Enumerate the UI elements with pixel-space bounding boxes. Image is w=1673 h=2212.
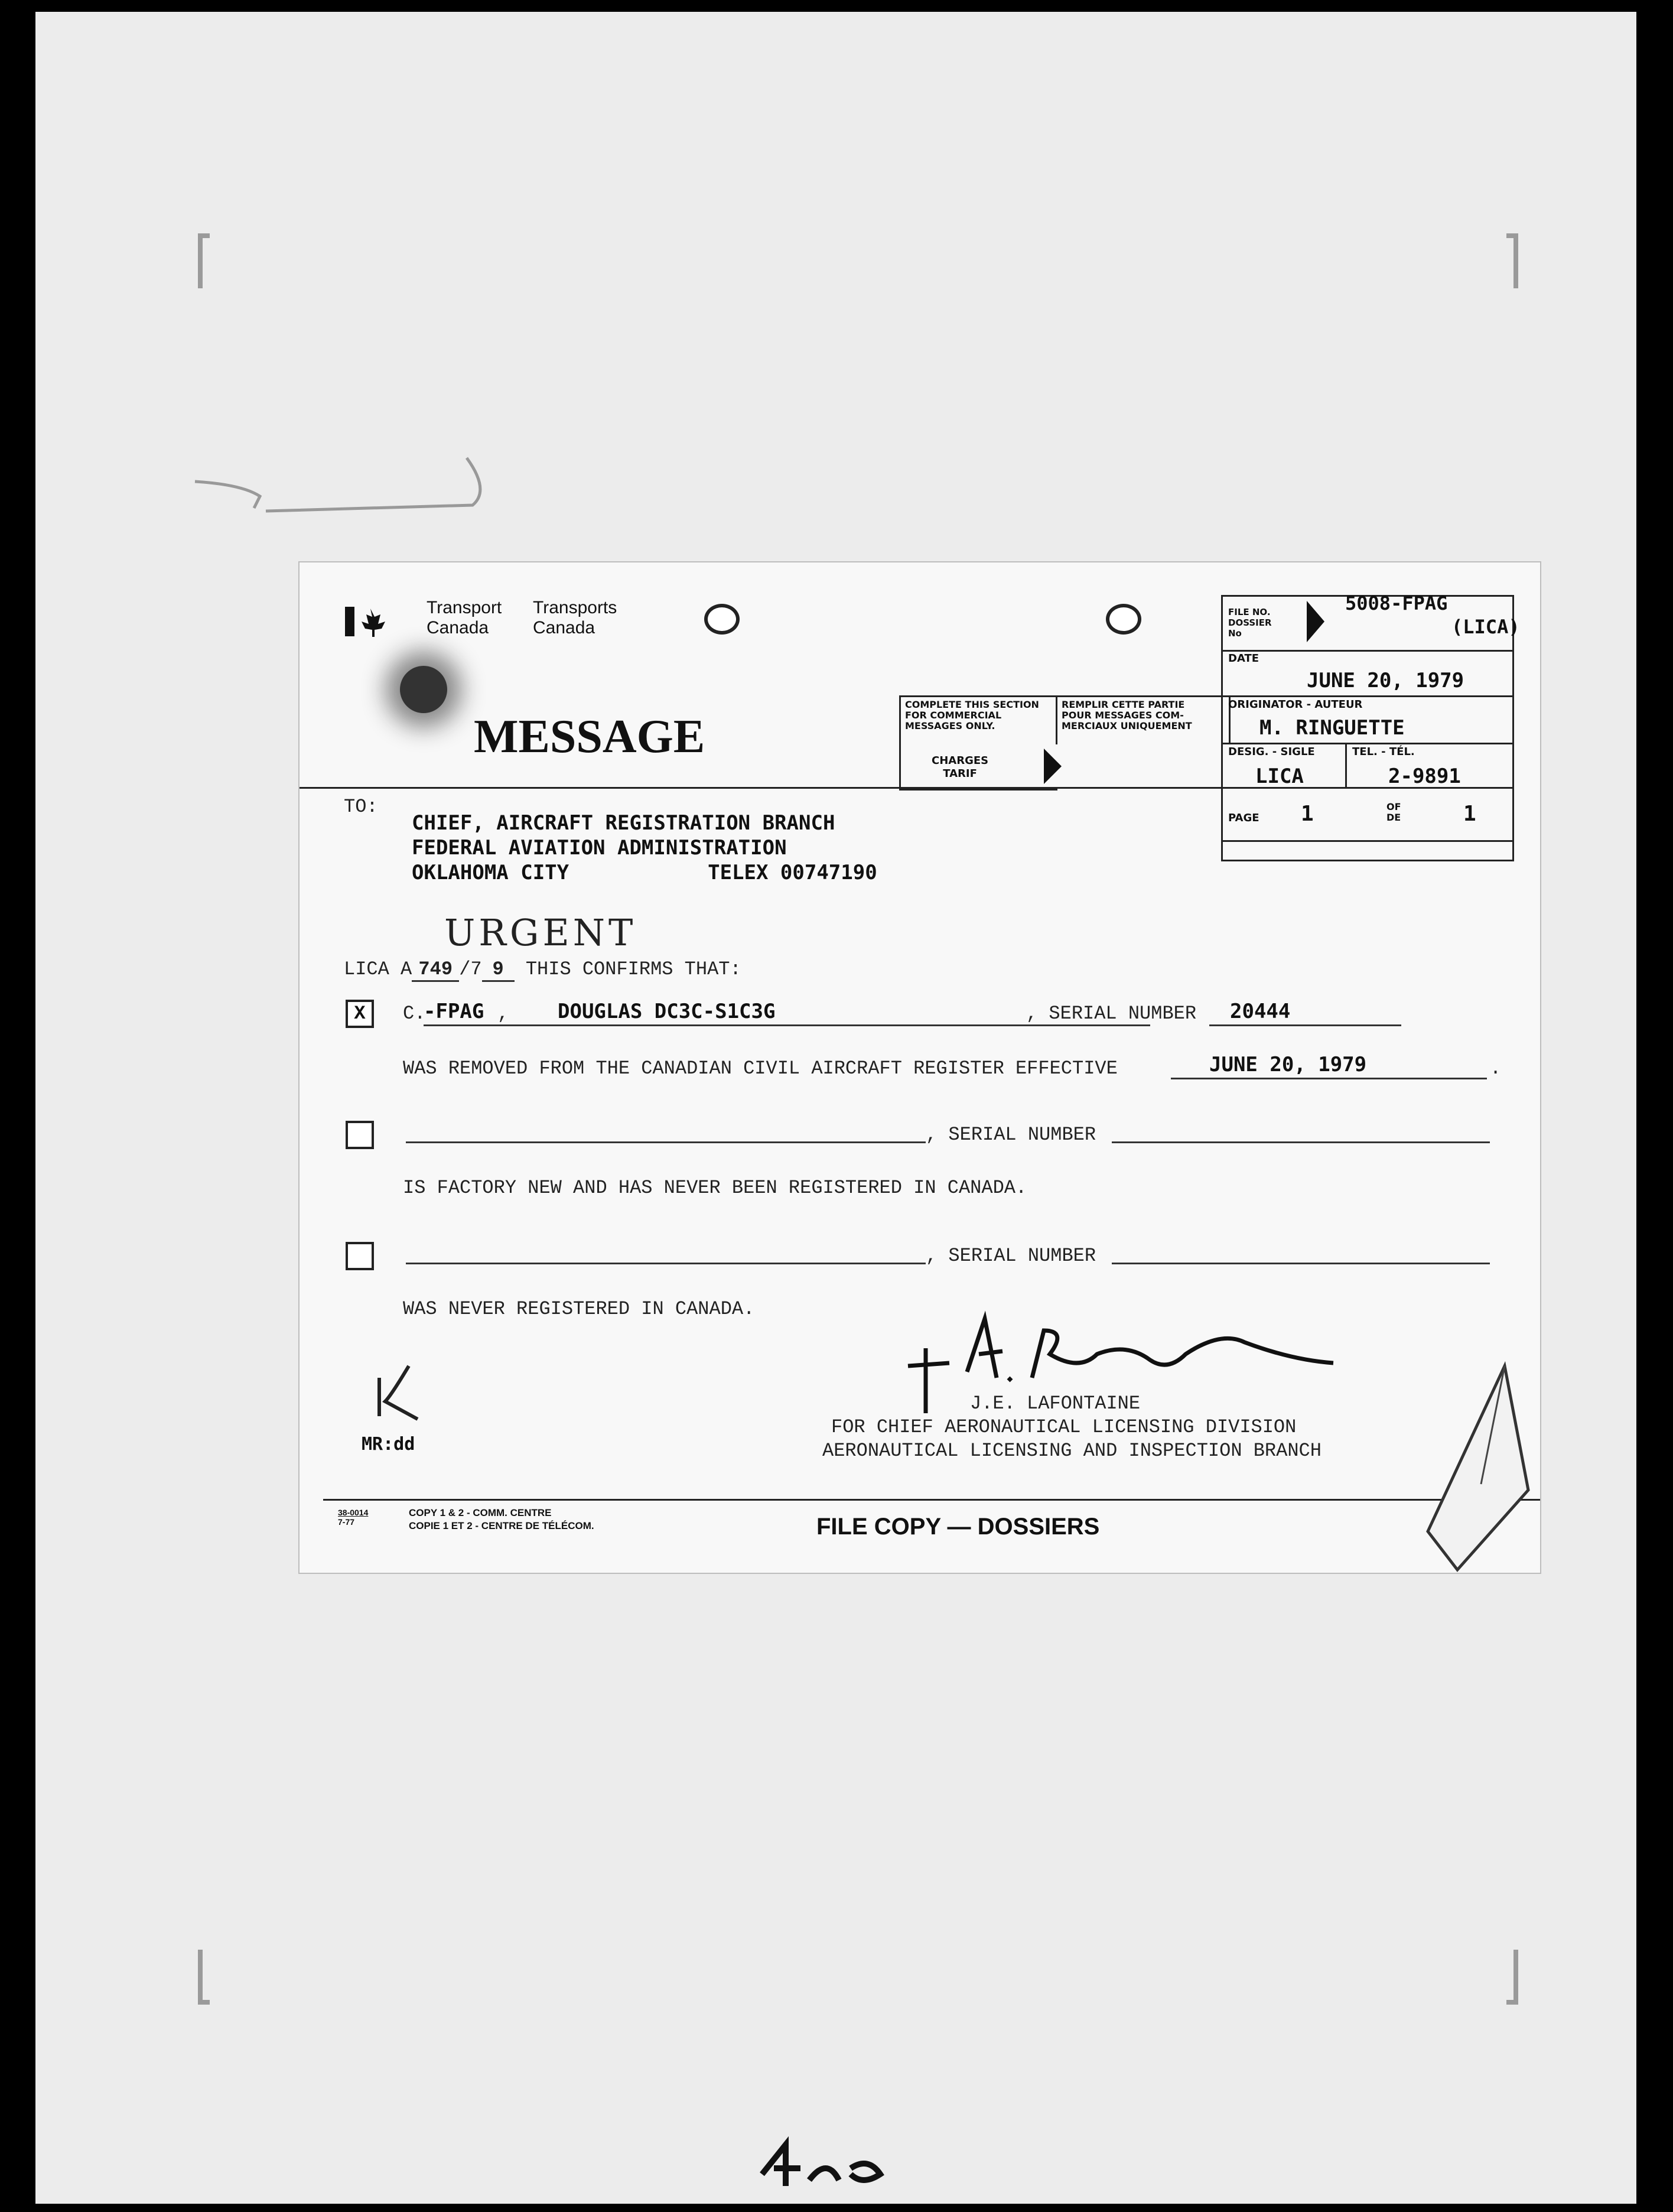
line [406,1263,926,1264]
date-value: JUNE 20, 1979 [1307,669,1464,692]
file-number: 5008-FPAG [1345,592,1448,614]
date-label: DATE [1228,652,1259,665]
dept-name-en: Transport Canada [427,598,502,637]
effective-date: JUNE 20, 1979 [1209,1053,1367,1076]
urgent-handwritten: URGENT [444,911,637,954]
folded-corner-tag [1416,1354,1540,1573]
serial-number: 20444 [1230,1000,1291,1023]
page-value: 1 [1301,802,1314,826]
charges-label: CHARGES TARIF [932,754,989,780]
to-label: TO: [344,796,378,818]
signatory-line1: FOR CHIEF AERONAUTICAL LICENSING DIVISION [831,1416,1297,1438]
rule [1221,840,1512,842]
file-suffix: (LICA) [1451,616,1520,638]
typist-initials: MR:dd [362,1434,415,1455]
crop-mark-bottom-right [1506,1950,1518,2005]
message-form [298,561,1541,1574]
serial-label: , SERIAL NUMBER [1026,1003,1197,1024]
line [1209,1024,1401,1026]
form-title: MESSAGE [474,711,705,763]
factory-new-checkbox[interactable] [346,1121,374,1149]
removed-checkbox[interactable]: X [346,1000,374,1028]
line [1112,1141,1490,1143]
never-registered-statement: WAS NEVER REGISTERED IN CANADA. [403,1298,755,1320]
comma: , [497,1003,509,1024]
file-copy-label: FILE COPY — DOSSIERS [816,1514,1100,1540]
punch-hole [704,604,740,635]
charges-note-en: COMPLETE THIS SECTION FOR COMMERCIAL MESSAGES ONLY. [905,699,1039,731]
desig-value: LICA [1255,765,1304,788]
canada-flag-icon [344,604,397,639]
line [1112,1263,1490,1264]
crop-mark-top-left [198,233,210,288]
arrow-icon [1304,598,1327,645]
dept-name-fr: Transports Canada [533,598,617,637]
handwritten-page-number [750,2133,916,2204]
serial-label: , SERIAL NUMBER [926,1245,1096,1267]
of-value: 1 [1463,802,1476,826]
never-registered-checkbox[interactable] [346,1242,374,1270]
registration-mark: -FPAG [424,1000,484,1023]
page-label: PAGE [1228,812,1259,824]
addressee: CHIEF, AIRCRAFT REGISTRATION BRANCH FEDERAL AVIATION ADMINISTRATION OKLAHOMA CITY TELEX 00747190 [412,811,877,884]
handwritten-initial [367,1360,438,1425]
punch-hole-dark [400,666,447,713]
tel-value: 2-9891 [1388,765,1461,788]
originator-label: ORIGINATOR - AUTEUR [1228,698,1363,711]
copy-distribution: COPY 1 & 2 - COMM. CENTRE COPIE 1 ET 2 - CENTRE DE TÉLÉCOM. [409,1507,594,1531]
aircraft-type: DOUGLAS DC3C-S1C3G [558,1000,776,1023]
period: . [1490,1058,1502,1079]
crop-mark-top-right [1506,233,1518,288]
pencil-mark [171,425,502,526]
line [424,1024,1150,1026]
vrule [1345,743,1347,787]
form-number: 38-0014 7-77 [338,1508,369,1527]
rule [323,1499,1540,1501]
line [1171,1078,1487,1079]
originator-value: M. RINGUETTE [1259,716,1405,740]
rule [1221,787,1512,789]
crop-mark-bottom-left [198,1950,210,2005]
rule [1221,743,1512,744]
charges-note-fr: REMPLIR CETTE PARTIE POUR MESSAGES COM- MERCIAUX UNIQUEMENT [1062,699,1192,731]
reference-line: LICA A 749 /7 9 THIS CONFIRMS THAT: [344,958,741,982]
line [406,1141,926,1143]
reg-prefix: C. [403,1003,426,1024]
arrow-icon [1041,746,1065,787]
factory-new-statement: IS FACTORY NEW AND HAS NEVER BEEN REGISTERED IN CANADA. [403,1177,1027,1199]
rule [1221,650,1512,652]
rule [1221,695,1512,697]
file-no-label: FILE NO. DOSSIER No [1228,607,1272,639]
tel-label: TEL. - TÉL. [1352,746,1415,758]
of-label: OF DE [1386,801,1401,823]
removed-statement: WAS REMOVED FROM THE CANADIAN CIVIL AIRCRAFT REGISTER EFFECTIVE [403,1058,1118,1079]
serial-label: , SERIAL NUMBER [926,1124,1096,1146]
desig-label: DESIG. - SIGLE [1228,746,1315,758]
rule [300,787,1221,789]
signatory-line2: AERONAUTICAL LICENSING AND INSPECTION BRANCH [822,1440,1322,1462]
signatory-name: J.E. LAFONTAINE [970,1393,1141,1414]
punch-hole [1106,604,1141,635]
